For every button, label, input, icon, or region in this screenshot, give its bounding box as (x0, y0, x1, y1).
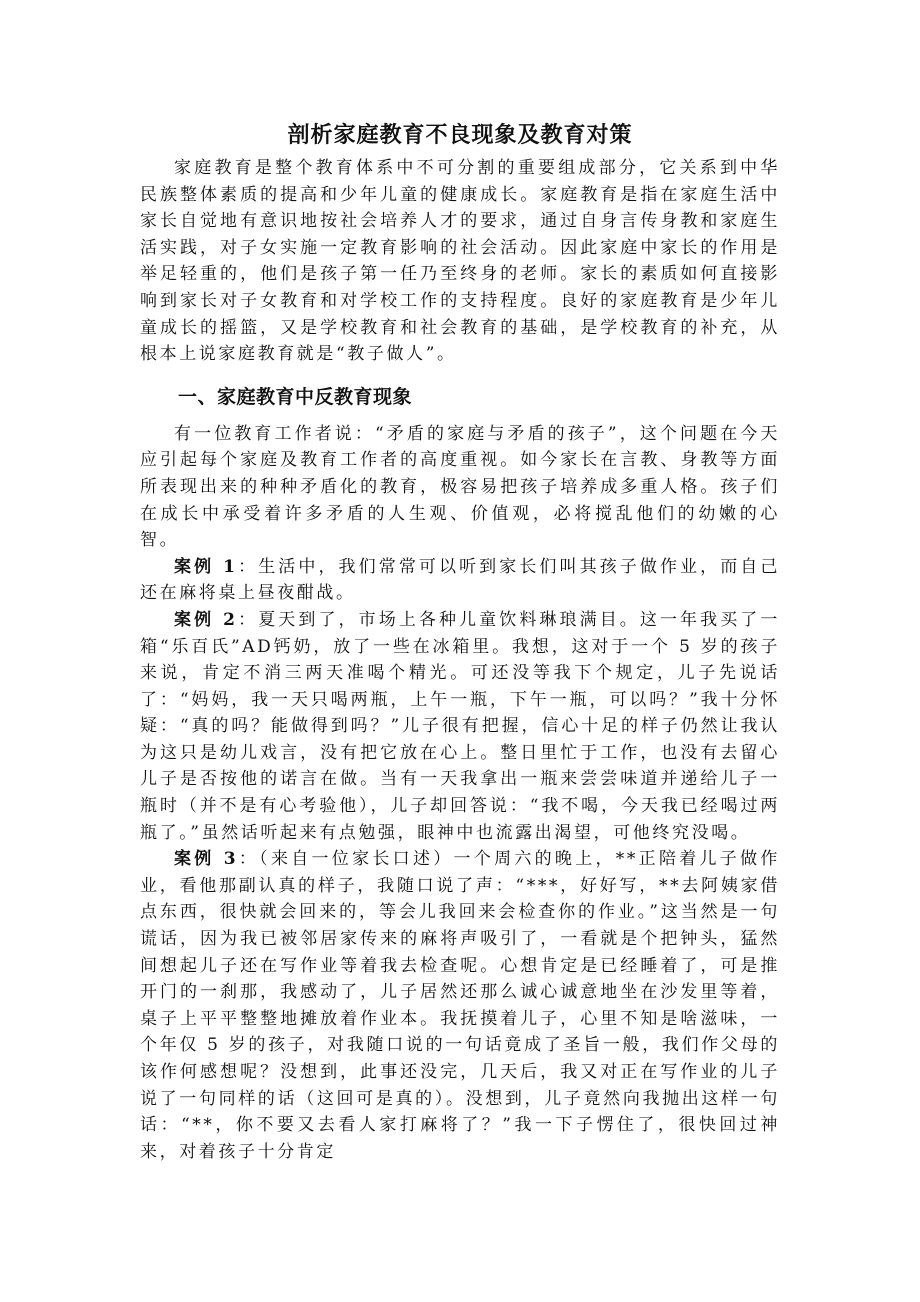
case-3-paragraph (140, 846, 780, 1165)
case-3-label: 案例 3 (174, 849, 239, 870)
document-page (140, 118, 780, 1165)
case-1-paragraph (140, 554, 780, 607)
case-2-text: ：夏天到了，市场上各种儿童饮料琳琅满目。这一年我买了一箱“乐百氏”AD钙奶，放了一些在冰箱里。我想，这对于一个 5 岁的孩子来说，肯定不消三两天准喝个精光。可还没等我下个规定，儿子先说话了：“妈妈，我一天只喝两瓶，上午一瓶，下午一瓶，可以吗？”我十分怀疑：“真的吗？能做得到吗？”儿子很有把握，信心十足的样子仍然让我认为这只是幼儿戏言，没有把它放在心上。整日里忙于工作，也没有去留心儿子是否按他的诺言在做。当有一天我拿出一瓶来尝尝味道并递给儿子一瓶时（并不是有心考验他），儿子却回答说：“我不喝，今天我已经喝过两瓶了。”虽然话听起来有点勉强，眼神中也流露出渴望，可他终究没喝。 (140, 609, 781, 843)
case-3-text: ：（来自一位家长口述）一个周六的晚上，**正陪着儿子做作业，看他那副认真的样子，我随口说了声：“***，好好写，**去阿姨家借点东西，很快就会回来的，等会儿我回来会检查你的作业。”这当然是一句谎话，因为我已被邻居家传来的麻将声吸引了，一看就是个把钟头，猛然间想起儿子还在写作业等着我去检查呢。心想肯定是已经睡着了，可是推开门的一刹那，我感动了，儿子居然还那么诚心诚意地坐在沙发里等着，桌子上平平整整地摊放着作业本。我抚摸着儿子，心里不知是啥滋味，一个年仅 5 岁的孩子，对我随口说的一句话竟成了圣旨一般，我们作父母的该作何感想呢？没想到，此事还没完，几天后，我又对正在写作业的儿子说了一句同样的话（这回可是真的）。没想到，儿子竟然向我抛出这样一句话：“**，你不要又去看人家打麻将了？”我一下子愣住了，很快回过神来，对着孩子十分肯定 (140, 849, 780, 1162)
case-2-label: 案例 2 (174, 609, 238, 630)
section-heading: 一、家庭教育中反教育现象 (178, 385, 413, 408)
intro-paragraph: 家庭教育是整个教育体系中不可分割的重要组成部分，它关系到中华民族整体素质的提高和少年儿童的健康成长。家庭教育是指在家庭生活中家长自觉地有意识地按社会培养人才的要求，通过自身言传身教和家庭生活实践，对子女实施一定教育影响的社会活动。因此家庭中家长的作用是举足轻重的，他们是孩子第一任乃至终身的老师。家长的素质如何直接影响到家长对子女教育和对学校工作的支持程度。良好的家庭教育是少年儿童成长的摇篮，又是学校教育和社会教育的基础，是学校教育的补充，从根本上说家庭教育就是“教子做人”。 (140, 158, 780, 365)
case-1-label: 案例 1 (174, 556, 238, 577)
case-2-paragraph (140, 607, 780, 846)
section-paragraph: 有一位教育工作者说：“矛盾的家庭与矛盾的孩子”，这个问题在今天应引起每个家庭及教育工作者的高度重视。如今家长在言教、身教等方面所表现出来的种种矛盾化的教育，极容易把孩子培养成多重人格。孩子们在成长中承受着许多矛盾的人生观、价值观，必将搅乱他们的幼嫩的心智。 (140, 423, 780, 551)
case-1-text: ：生活中，我们常常可以听到家长们叫其孩子做作业，而自己还在麻将桌上昼夜酣战。 (140, 556, 781, 604)
document-title: 剖析家庭教育不良现象及教育对策 (287, 123, 633, 148)
